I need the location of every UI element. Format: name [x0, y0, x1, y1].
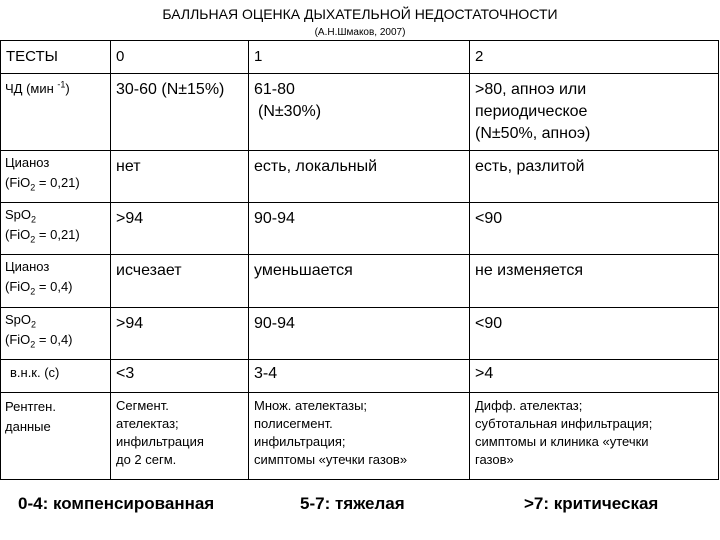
header-score-1: 1: [249, 41, 470, 74]
table-row-cyanosis-04: [1, 255, 719, 308]
xray-score-0: Сегмент. ателектаз; инфильтрация до 2 сегм.: [111, 393, 249, 480]
test-spo2-021: SpO$_2$ (FiO$_2$ = 0,21): [1, 203, 111, 255]
score-table: [0, 40, 719, 480]
footer-compensated: 0-4: компенсированная: [18, 494, 215, 513]
xray-score-2: Дифф. ателектаз; субтотальная инфильтрация; симптомы и клиника «утечки газов»: [470, 393, 719, 480]
test-resp-rate: ЧД (мин $^{-1}$): [1, 74, 111, 151]
table-row-spo2-04: [1, 308, 719, 360]
spo2-04-score-0: >94: [111, 308, 249, 360]
resp-rate-score-0: 30-60 (N±15%): [111, 74, 249, 151]
cyanosis-04-score-2: не изменяется: [470, 255, 719, 308]
table-row-resp-rate: [1, 74, 719, 151]
table-row-vnk: [1, 360, 719, 393]
table-row-cyanosis-021: [1, 151, 719, 203]
footer-severe: 5-7: тяжелая: [300, 494, 405, 513]
resp-rate-score-2: >80, апноэ или периодическое (N±50%, апноэ): [470, 74, 719, 151]
test-vnk: в.н.к. (с): [1, 360, 111, 393]
test-cyanosis-04: Цианоз (FiO$_2$ = 0,4): [1, 255, 111, 308]
page-title: БАЛЛЬНАЯ ОЦЕНКА ДЫХАТЕЛЬНОЙ НЕДОСТАТОЧНОСТИ: [162, 6, 558, 22]
cyanosis-021-score-1: есть, локальный: [249, 151, 470, 203]
cyanosis-04-score-1: уменьшается: [249, 255, 470, 308]
header-score-2: 2: [470, 41, 719, 74]
vnk-score-2: >4: [470, 360, 719, 393]
spo2-04-score-1: 90-94: [249, 308, 470, 360]
cyanosis-04-score-0: исчезает: [111, 255, 249, 308]
spo2-021-score-0: >94: [111, 203, 249, 255]
page-subtitle: (А.Н.Шмаков, 2007): [314, 27, 406, 38]
cyanosis-021-score-0: нет: [111, 151, 249, 203]
test-xray: Рентген. данные: [1, 393, 111, 480]
xray-score-1: Множ. ателектазы; полисегмент. инфильтрация; симптомы «утечки газов»: [249, 393, 470, 480]
spo2-021-score-1: 90-94: [249, 203, 470, 255]
vnk-score-0: <3: [111, 360, 249, 393]
spo2-04-score-2: <90: [470, 308, 719, 360]
vnk-score-1: 3-4: [249, 360, 470, 393]
cyanosis-021-score-2: есть, разлитой: [470, 151, 719, 203]
table-row-header: [1, 41, 719, 74]
footer-critical: >7: критическая: [524, 494, 659, 513]
test-cyanosis-021: Цианоз (FiO$_2$ = 0,21): [1, 151, 111, 203]
table-row-xray: [1, 393, 719, 480]
header-tests: ТЕСТЫ: [1, 41, 111, 74]
table-row-spo2-021: [1, 203, 719, 255]
header-score-0: 0: [111, 41, 249, 74]
spo2-021-score-2: <90: [470, 203, 719, 255]
resp-rate-score-1: 61-80 (N±30%): [249, 74, 470, 151]
test-spo2-04: SpO$_2$ (FiO$_2$ = 0,4): [1, 308, 111, 360]
